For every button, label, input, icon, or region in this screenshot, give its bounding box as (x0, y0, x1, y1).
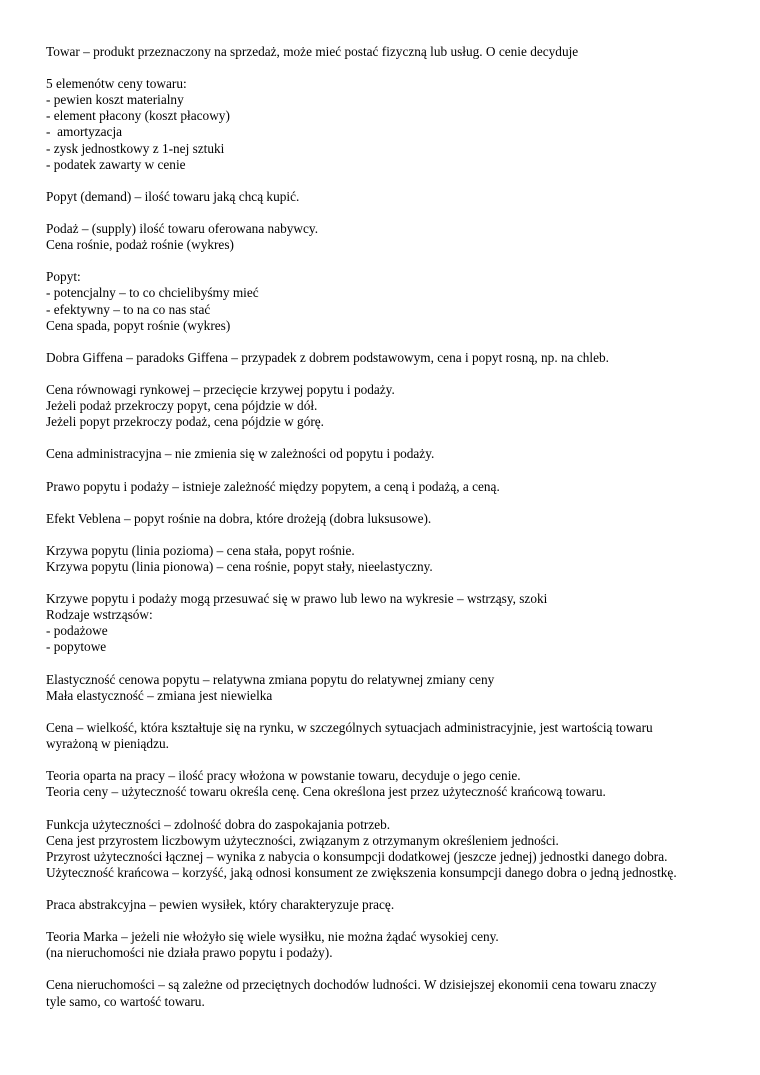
text-line: Podaż – (supply) ilość towaru oferowana nabywcy. (46, 221, 319, 237)
text-line: Cena spada, popyt rośnie (wykres) (46, 317, 231, 333)
text-line: tyle samo, co wartość towaru. (46, 993, 205, 1009)
text-line: (na nieruchomości nie działa prawo popytu i podaży). (46, 945, 333, 961)
paragraph (46, 720, 726, 752)
text-line: - pewien koszt materialny (46, 92, 184, 108)
paragraph (46, 591, 726, 655)
paragraph (46, 382, 726, 430)
paragraph (46, 929, 726, 961)
text-line: - potencjalny – to co chcielibyśmy mieć (46, 285, 259, 301)
paragraph (46, 977, 726, 1009)
text-line: Cena – wielkość, która kształtuje się na rynku, w szczególnych sytuacjach administracyjnie, jest wartością towaru (46, 719, 653, 735)
text-line: - zysk jednostkowy z 1-nej sztuki (46, 140, 225, 156)
text-line: Teoria ceny – użyteczność towaru określa cenę. Cena określona jest przez użyteczność krańcową towaru. (46, 784, 606, 800)
text-line: Cena administracyjna – nie zmienia się w zależności od popytu i podaży. (46, 446, 435, 462)
text-line: Cena równowagi rynkowej – przecięcie krzywej popytu i podaży. (46, 381, 395, 397)
text-line: Elastyczność cenowa popytu – relatywna zmiana popytu do relatywnej zmiany ceny (46, 671, 495, 687)
text-line: Cena rośnie, podaż rośnie (wykres) (46, 237, 234, 253)
text-line: Mała elastyczność – zmiana jest niewielka (46, 687, 273, 703)
text-line: Krzywe popytu i podaży mogą przesuwać się w prawo lub lewo na wykresie – wstrząsy, szoki (46, 591, 548, 607)
text-line: Teoria oparta na pracy – ilość pracy włożona w powstanie towaru, decyduje o jego cenie. (46, 768, 521, 784)
paragraph (46, 76, 726, 173)
text-line: Popyt: (46, 269, 81, 285)
paragraph (46, 817, 726, 881)
text-line: Towar – produkt przeznaczony na sprzedaż, może mieć postać fizyczną lub usług. O cenie decyduje (46, 44, 579, 59)
text-line: Krzywa popytu (linia pozioma) – cena stała, popyt rośnie. (46, 542, 355, 558)
text-line: 5 elemenótw ceny towaru: (46, 76, 187, 92)
text-line: Popyt (demand) – ilość towaru jaką chcą kupić. (46, 188, 300, 204)
text-line: - efektywny – to na co nas stać (46, 301, 211, 317)
document-body (46, 44, 726, 1026)
text-line: Jeżeli popyt przekroczy podaż, cena pójdzie w górę. (46, 414, 325, 430)
text-line: Cena nieruchomości – są zależne od przeciętnych dochodów ludności. W dzisiejszej ekonomii cena towaru znaczy (46, 977, 657, 993)
text-line: Efekt Veblena – popyt rośnie na dobra, które drożeją (dobra luksusowe). (46, 510, 432, 526)
text-line: - podażowe (46, 623, 108, 639)
paragraph (46, 543, 726, 575)
text-line: wyrażoną w pieniądzu. (46, 736, 169, 752)
paragraph (46, 269, 726, 333)
paragraph (46, 189, 726, 205)
paragraph (46, 221, 726, 253)
text-line: - popytowe (46, 639, 107, 655)
text-line: Cena jest przyrostem liczbowym użyteczności, związanym z otrzymanym określeniem jedności. (46, 832, 559, 848)
paragraph (46, 897, 726, 913)
paragraph (46, 446, 726, 462)
text-line: Użyteczność krańcowa – korzyść, jaką odnosi konsument ze zwiększenia konsumpcji danego dobra o jedną jednostkę. (46, 864, 677, 880)
text-line: Jeżeli podaż przekroczy popyt, cena pójdzie w dół. (46, 398, 318, 414)
text-line: Krzywa popytu (linia pionowa) – cena rośnie, popyt stały, nieelastyczny. (46, 559, 433, 574)
paragraph (46, 479, 726, 495)
paragraph (46, 511, 726, 527)
text-line: Teoria Marka – jeżeli nie włożyło się wiele wysiłku, nie można żądać wysokiej ceny. (46, 929, 499, 945)
text-line: - podatek zawarty w cenie (46, 156, 186, 172)
paragraph (46, 768, 726, 800)
text-line: Rodzaje wstrząsów: (46, 607, 153, 623)
text-line: Przyrost użyteczności łącznej – wynika z nabycia o konsumpcji dodatkowej (jeszcze jednej) jednostki danego dobra. (46, 848, 668, 864)
paragraph (46, 672, 726, 704)
text-line: - element płacony (koszt płacowy) (46, 108, 230, 124)
paragraph (46, 44, 726, 60)
text-line: - amortyzacja (46, 124, 123, 140)
text-line: Dobra Giffena – paradoks Giffena – przypadek z dobrem podstawowym, cena i popyt rosną, np. na chleb. (46, 349, 609, 365)
text-line: Praca abstrakcyjna – pewien wysiłek, który charakteryzuje pracę. (46, 896, 395, 912)
text-line: Prawo popytu i podaży – istnieje zależność między popytem, a ceną i podażą, a ceną. (46, 478, 500, 494)
paragraph (46, 350, 726, 366)
text-line: Funkcja użyteczności – zdolność dobra do zaspokajania potrzeb. (46, 816, 391, 832)
